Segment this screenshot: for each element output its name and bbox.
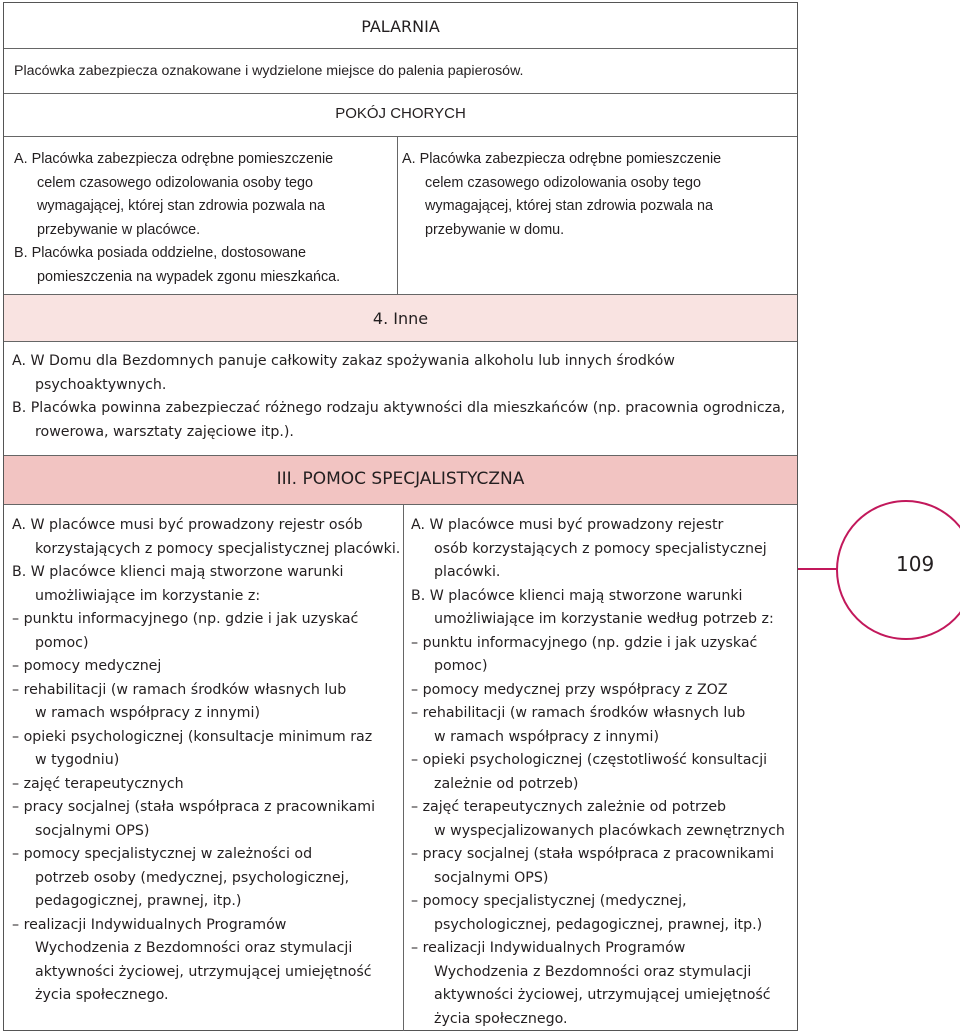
standards-table [3, 2, 798, 1031]
text-line: w tygodniu) [35, 752, 120, 768]
text-line: rowerowa, warsztaty zajęciowe itp.). [35, 423, 294, 440]
text-line: – punktu informacyjnego (np. gdzie i jak uzyskać [411, 634, 758, 651]
column-divider [403, 504, 404, 1031]
text-line: – pracy socjalnej (stała współpraca z pracownikami [12, 799, 376, 815]
text-line: placówki. [434, 564, 501, 580]
text-line: przebywanie w domu. [425, 221, 565, 238]
text-line: – realizacji Indywidualnych Programów [12, 916, 287, 933]
text-line: Wychodzenia z Bezdomności oraz stymulacji [434, 963, 752, 980]
inne-heading: 4. Inne [372, 309, 429, 328]
divider [4, 504, 797, 505]
text-line: A. W placówce musi być prowadzony rejestr [411, 517, 724, 533]
palarnia-heading: PALARNIA [361, 17, 440, 36]
text-line: osób korzystających z pomocy specjalistycznej [434, 540, 767, 557]
text-line: A. W Domu dla Bezdomnych panuje całkowity zakaz spożywania alkoholu lub innych środków [12, 353, 675, 369]
pokoj-heading: POKÓJ CHORYCH [335, 105, 466, 122]
divider [4, 93, 797, 94]
text-line: – pomocy specjalistycznej w zależności od [12, 846, 313, 862]
text-line: Wychodzenia z Bezdomności oraz stymulacji [35, 940, 353, 956]
page-marker-line [798, 568, 838, 570]
text-line: – pracy socjalnej (stała współpraca z pracownikami [411, 846, 775, 862]
text-line: – rehabilitacji (w ramach środków własnych lub [12, 681, 347, 698]
text-line: socjalnymi OPS) [35, 822, 150, 839]
text-line: wymagającej, której stan zdrowia pozwala na [37, 198, 325, 214]
text-line: – zajęć terapeutycznych [12, 775, 184, 792]
page-number: 109 [896, 552, 935, 576]
text-line: – zajęć terapeutycznych zależnie od potrzeb [411, 799, 727, 815]
text-line: – pomocy medycznej [12, 658, 162, 674]
text-line: korzystających z pomocy specjalistycznej placówki. [35, 540, 401, 557]
text-line: aktywności życiowej, utrzymującej umiejętność [434, 987, 771, 1003]
text-line: – pomocy medycznej przy współpracy z ZOZ [411, 681, 728, 698]
divider [4, 341, 797, 342]
text-line: psychologicznej, pedagogicznej, prawnej, itp.) [434, 916, 763, 933]
text-line: A. Placówka zabezpiecza odrębne pomieszczenie [402, 151, 722, 167]
pomoc-right-column [411, 514, 785, 1031]
inne-content [12, 350, 785, 444]
text-line: pedagogicznej, prawnej, itp.) [35, 893, 242, 909]
text-line: pomoc) [35, 634, 89, 651]
column-divider [397, 136, 398, 294]
text-line: – realizacji Indywidualnych Programów [411, 940, 686, 956]
text-line: pomieszczenia na wypadek zgonu mieszkańca. [37, 268, 341, 285]
text-line: – rehabilitacji (w ramach środków własnych lub [411, 705, 746, 721]
text-line: A. W placówce musi być prowadzony rejestr osób [12, 517, 363, 533]
text-line: A. Placówka zabezpiecza odrębne pomieszczenie [14, 151, 334, 167]
text-line: w ramach współpracy z innymi) [434, 728, 659, 745]
text-line: celem czasowego odizolowania osoby tego [37, 174, 313, 191]
text-line: B. Placówka powinna zabezpieczać różnego rodzaju aktywności dla mieszkańców (np. pracownia ogrodnicza, [12, 400, 786, 416]
divider [4, 136, 797, 137]
text-line: zależnie od potrzeb) [434, 775, 579, 792]
pokoj-left-column [14, 148, 340, 289]
text-line: aktywności życiowej, utrzymującej umiejętność [35, 963, 372, 980]
pomoc-band [4, 456, 797, 504]
pomoc-left-column [12, 514, 400, 1008]
text-line: w wyspecjalizowanych placówkach zewnętrznych [434, 822, 785, 839]
text-line: socjalnymi OPS) [434, 869, 549, 886]
text-line: pomoc) [434, 658, 488, 674]
text-line: w ramach współpracy z innymi) [35, 705, 260, 721]
pomoc-heading: III. POMOC SPECJALISTYCZNA [276, 469, 525, 489]
palarnia-text: Placówka zabezpiecza oznakowane i wydzielone miejsce do palenia papierosów. [14, 63, 524, 79]
inne-band [4, 295, 797, 341]
text-line: – opieki psychologicznej (częstotliwość konsultacji [411, 752, 768, 768]
text-line: psychoaktywnych. [35, 376, 167, 393]
text-line: umożliwiające im korzystanie według potrzeb z: [434, 611, 774, 627]
text-line: wymagającej, której stan zdrowia pozwala na [425, 198, 713, 214]
text-line: życia społecznego. [35, 987, 169, 1003]
text-line: – opieki psychologicznej (konsultacje minimum raz [12, 728, 373, 745]
text-line: – pomocy specjalistycznej (medycznej, [411, 893, 687, 909]
text-line: B. W placówce klienci mają stworzone warunki [411, 587, 743, 604]
text-line: umożliwiające im korzystanie z: [35, 587, 261, 604]
pokoj-right-column [402, 148, 721, 242]
text-line: przebywanie w placówce. [37, 221, 201, 238]
text-line: – punktu informacyjnego (np. gdzie i jak uzyskać [12, 611, 359, 627]
text-line: życia społecznego. [434, 1010, 568, 1027]
text-line: B. Placówka posiada oddzielne, dostosowane [14, 245, 307, 261]
text-line: B. W placówce klienci mają stworzone warunki [12, 564, 344, 580]
divider [4, 48, 797, 49]
text-line: potrzeb osoby (medycznej, psychologicznej, [35, 869, 350, 886]
text-line: celem czasowego odizolowania osoby tego [425, 174, 701, 191]
